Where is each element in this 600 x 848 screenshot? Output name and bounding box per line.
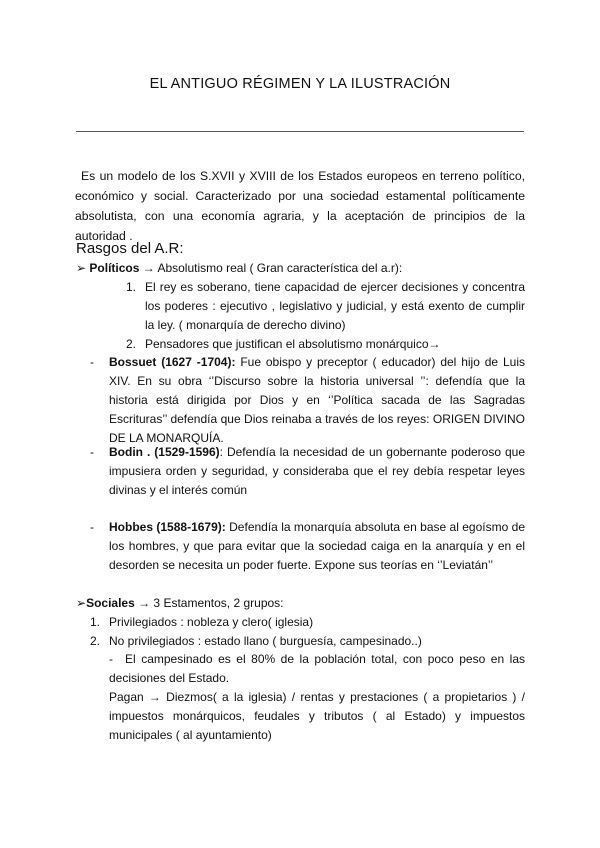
sociales-sub2-text: Pagan → Diezmos( a la iglesia) / rentas y prestaciones ( a propietarios ) / impuestos monárquicos, feudales y tributos ( al Estado) y impuestos municipales ( al ayuntamiento)	[109, 690, 525, 742]
intro-paragraph	[75, 166, 525, 246]
sociales-line	[76, 594, 284, 613]
document-title: EL ANTIGUO RÉGIMEN Y LA ILUSTRACIÓN	[149, 76, 451, 92]
hobbes-paragraph	[109, 518, 525, 575]
bossuet-text: Fue obispo y preceptor ( educador) del hijo de Luis XIV. En su obra ‘’Discurso sobre la historia universal ’’: defendía que la historia está dirigida por Dios y en ‘’Política sacada de las Sagradas Escrituras’’ defendía que Dios reinaba a través de los reyes: ORIGEN DIVINO DE LA MONARQUÍA.	[109, 355, 525, 445]
sociales-item1-text: Privilegiados : nobleza y clero( iglesia)	[109, 615, 314, 629]
politicos-item2-text: Pensadores que justifican el absolutismo monárquico→	[145, 337, 441, 351]
bodin-dash: -	[90, 445, 94, 459]
politicos-item1-number: 1.	[126, 280, 137, 294]
rasgos-heading: Rasgos del A.R:	[76, 240, 184, 257]
arrow-bullet-icon: ➢	[76, 261, 87, 275]
bodin-name: Bodin . (1529-1596)	[109, 445, 220, 459]
politicos-label: Políticos	[89, 261, 140, 275]
bodin-paragraph	[109, 443, 525, 500]
sociales-label: Sociales	[86, 596, 135, 610]
politicos-item2-number: 2.	[126, 337, 137, 351]
politicos-text: → Absolutismo real ( Gran característica del a.r):	[142, 261, 403, 275]
sociales-text: → 3 Estamentos, 2 grupos:	[134, 596, 284, 610]
intro-text: Es un modelo de los S.XVII y XVIII de los Estados europeos en terreno político, económico y social. Caracterizado por una sociedad estamental políticamente absolutista, con una economía agraria, y la aceptación de principios de la autoridad .	[75, 169, 525, 243]
bossuet-paragraph	[109, 353, 525, 448]
title-divider	[76, 131, 524, 132]
arrow-bullet-icon: ➢	[76, 596, 87, 610]
politicos-line	[76, 259, 402, 278]
sociales-item2-text: No privilegiados : estado llano ( burguesía, campesinado..)	[109, 634, 422, 648]
sociales-sub1-text: El campesinado es el 80% de la población total, con poco peso en las decisiones del Estado.	[109, 652, 525, 685]
sociales-item1-number: 1.	[90, 615, 101, 629]
bossuet-dash: -	[90, 355, 94, 369]
hobbes-dash: -	[90, 520, 94, 534]
bossuet-name: Bossuet (1627 -1704):	[109, 355, 236, 369]
sociales-sub-dash: -	[109, 652, 113, 666]
bodin-text: : Defendía la necesidad de un gobernante poderoso que impusiera orden y seguridad, y consideraba que el rey debía respetar leyes divinas y el interés común	[109, 445, 526, 497]
politicos-item1-text: El rey es soberano, tiene capacidad de ejercer decisiones y concentra los poderes : ejecutivo , legislativo y judicial, y está exento de cumplir la ley. ( monarquía de derecho divino)	[145, 280, 525, 332]
sociales-item2-number: 2.	[90, 634, 101, 648]
hobbes-text: Defendía la monarquía absoluta en base al egoísmo de los hombres, y que para evitar que la sociedad caiga en la anarquía y en el desorden se necesita un poder fuerte. Expone sus teorías en ‘’Leviatán’’	[109, 520, 526, 572]
hobbes-name: Hobbes (1588-1679):	[109, 520, 226, 534]
